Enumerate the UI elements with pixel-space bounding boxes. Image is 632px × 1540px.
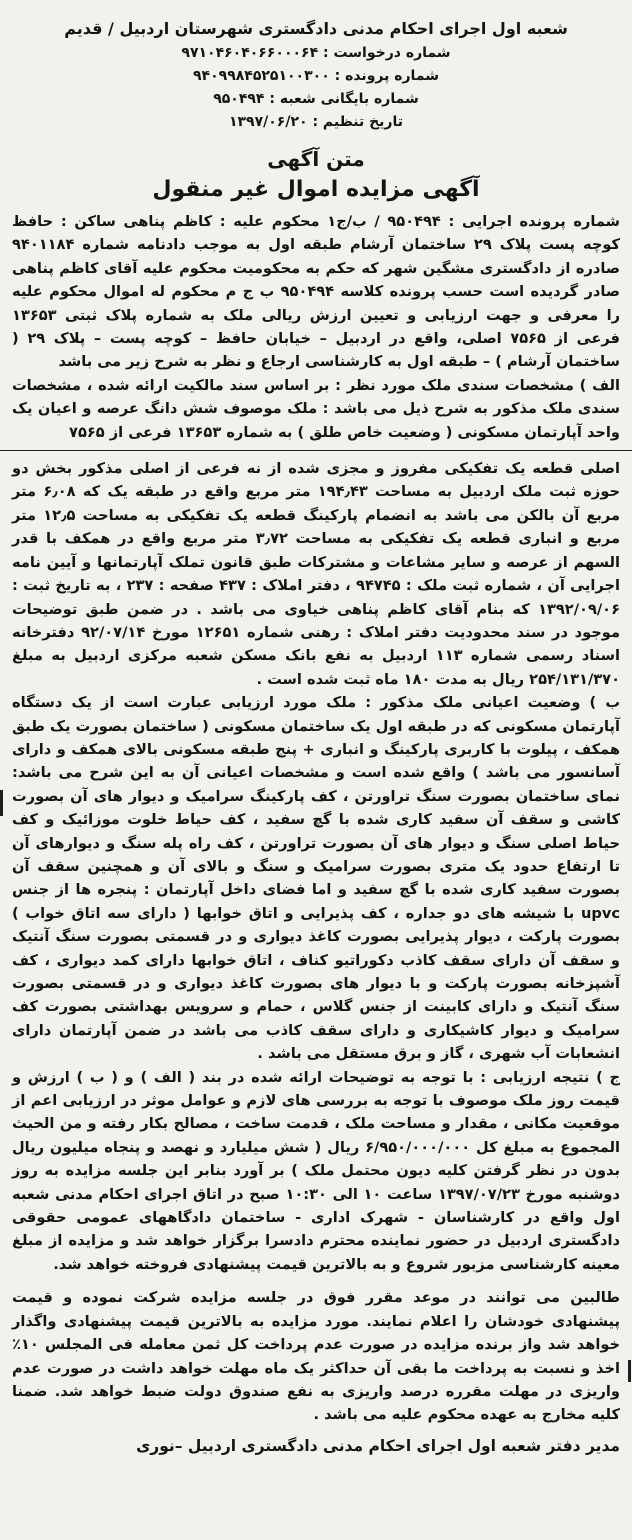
- paragraph-deed-details: اصلی قطعه یک تفکیکی مفروز و مجزی شده از نه فرعی از اصلی مذکور بخش دو حوزه ثبت ملک اردبیل به مساحت ۱۹۴٫۴۳ متر مربع واقع در طبقه یک که ۶٫۰۸ متر مربع آن بالکن می باشد به انضمام پارکینگ قطعه یک تفکیکی به مساحت ۱۲٫۵ متر مربع و انباری قطعه یک تفکیکی به مساحت ۳٫۷۲ متر مربع واقع در همکف با قدر السهم از عرصه و سایر مشاعات و مشترکات طبق قانون تملک آپارتمانها و آیین نامه اجرایی آن ، شماره ثبت ملک : ۹۴۷۴۵ ، دفتر املاک : ۴۳۷ صفحه : ۲۳۷ ، به تاریخ ثبت : ۱۳۹۲/۰۹/۰۶ که بنام آقای کاظم پناهی خیاوی می باشد . در ضمن طبق توضیحات موجود در سند محدودیت دفتر املاک : رهنی شماره ۱۲۶۵۱ مورخ ۹۲/۰۷/۱۴ دفترخانه اسناد رسمی شماره ۱۱۳ اردبیل به نفع بانک مسکن شعبه مرکزی اردبیل به مبلغ ۲۵۴/۱۳۱/۳۷۰ ریال به مدت ۱۸۰ ماه ثبت شده است .: [12, 460, 621, 688]
- date-label: تاریخ تنظیم :: [312, 114, 404, 130]
- paragraph-case-intro: شماره پرونده اجرایی : ۹۵۰۴۹۴ / ب/ج۱ محکوم علیه : کاظم پناهی ساکن : حافظ کوچه پست پلاک ۲۹ ساختمان آرشام طبقه اول به موجب دادنامه شماره ۹۴۰۱۱۸۴ صادره از دادگستری مشگین شهر که حکم به محکومیت محکوم علیه آقای کاظم پناهی صادر گردیده است حسب پرونده کلاسه ۹۵۰۴۹۴ ب ج م محکوم له اموال محکوم علیه را معرفی و جهت ارزیابی و تعیین ارزش ریالی ملک به شماره پلاک ثبتی ۱۳۶۵۳ فرعی از ۷۵۶۵ اصلی، واقع در اردبیل – خیابان حافظ – کوچه پست – پلاک ۲۹ ( ساختمان آرشام ) – طبقه اول به کارشناسی ارجاع و نظر به شرح زیر می باشد: [12, 213, 620, 371]
- paragraph-deed-specs: الف ) مشخصات سندی ملک مورد نظر : بر اساس سند مالکیت ارائه شده ، مشخصات سندی ملک مذکور به شرح ذیل می باشد : ملک موصوف شش دانگ عرصه و اعیان یک واحد آپارتمان مسکونی ( وضعیت خاص طلق ) به شماره ۱۳۶۵۳ فرعی از ۷۵۶۵: [12, 376, 620, 441]
- archive-number: ۹۵۰۴۹۴: [213, 91, 265, 107]
- left-margin-mark: [0, 790, 3, 816]
- right-margin-mark: [628, 1360, 631, 1382]
- case-number: ۹۴۰۹۹۸۴۵۲۵۱۰۰۳۰۰: [193, 68, 330, 84]
- case-meta: [12, 42, 620, 134]
- section-divider: [0, 450, 632, 451]
- archive-number-line: [12, 88, 620, 111]
- archive-number-label: شماره بایگانی شعبه :: [269, 91, 419, 107]
- paragraph-bidding-terms: طالبین می توانند در موعد مقرر فوق در جلسه مزایده شرکت نموده و قیمت پیشنهادی خودشان را اعلام نمایند. مورد مزایده به بالاترین قیمت پیشنهادی واگذار خواهد شد واز برنده مزایده در صورت عدم پرداخت کل ثمن معامله فی المجلس ۱۰٪ اخذ و نسبت به پرداخت ما بقی آن حداکثر یک ماه مهلت خواهد داشت در صورت عدم واریزی در مهلت مقرره درصد واریزی به نفع صندوق دولت ضبط خواهد شد. ضمنا کلیه مخارج به عهده محکوم علیه می باشد .: [12, 1289, 620, 1424]
- paragraph-valuation-result: ج ) نتیجه ارزیابی : با توجه به توضیحات ارائه شده در بند ( الف ) و ( ب ) ارزش و قیمت روز ملک موصوف با توجه به بررسی های لازم و عوامل موثر در ارزیابی اعم از موقعیت مکانی ، مقدار و مساحت ملک ، قدمت ساخت ، مصالح بکار رفته و من الحیث المجموع به مبلغ کل ۶/۹۵۰/۰۰۰/۰۰۰ ریال ( شش میلیارد و نهصد و پنجاه میلیون ریال بدون در نظر گرفتن کلیه دیون محتمل ملک ) بر آورد بنابر این جلسه مزایده به روز دوشنبه مورخ ۱۳۹۷/۰۷/۲۳ ساعت ۱۰ الی ۱۰:۳۰ صبح در اتاق اجرای احکام مدنی شعبه اول واقع در کارشناسان - شهرک اداری - ساختمان دادگاههای عمومی حقوقی دادگستری اردبیل در حضور نماینده محترم دادسرا برگزار خواهد شد و مزایده از مبلغ معینه کارشناسی مزبور شروع و به بالاترین قیمت پیشنهادی فروخته خواهد شد.: [12, 1068, 620, 1273]
- case-number-label: شماره پرونده :: [334, 68, 439, 84]
- header: [12, 16, 620, 134]
- signature-line: مدیر دفتر شعبه اول اجرای احکام مدنی دادگستری اردبیل –نوری: [136, 1436, 620, 1455]
- request-number: ۹۷۱۰۴۶۰۴۰۶۶۰۰۰۶۴: [181, 45, 319, 61]
- request-number-label: شماره درخواست :: [323, 45, 451, 61]
- notice-title: متن آگهی: [267, 147, 365, 171]
- request-number-line: [12, 42, 620, 65]
- date-line: [12, 111, 620, 134]
- court-name: شعبه اول اجرای احکام مدنی دادگستری شهرستان اردبیل / قدیم: [64, 19, 568, 38]
- notice-subtitle: آگهی مزایده اموال غیر منقول: [152, 177, 480, 202]
- case-number-line: [12, 65, 620, 88]
- paragraph-building-status: ب ) وضعیت اعیانی ملک مذکور : ملک مورد ارزیابی عبارت است از یک دستگاه آپارتمان مسکونی که در طبقه اول یک ساختمان مسکونی ( ساختمان بصورت یک طبق همکف ، پیلوت با کاربری پارکینگ و انباری + پنج طبقه مسکونی بالای همکف و دارای آسانسور می باشد ) واقع شده است و مشخصات اعیانی آن به این شرح می باشد: نمای ساختمان بصورت سنگ تراورتن ، کف پارکینگ سرامیک و دیوار های آن بصورت کاشی و سقف آن سفید کاری شده با گچ سفید ، کف حیاط خلوت موزائیک و کف حیاط اصلی سنگ و دیوار های آن بصورت تراورتن ، کف راه پله سنگ و دیوارهای آن تا ارتفاع حدود یک متری بصورت سرامیک و سنگ و بالای آن و همچنین سقف آن بصورت سفید کاری شده با گچ سفید و اما فضای داخل آپارتمان : پنجره ها از جنس upvc با شیشه های دو جداره ، کف پذیرایی و اتاق خوابها ( دارای سه اتاق خواب ) بصورت پارکت ، دیوار پذیرایی بصورت کاغذ دیواری و در قسمتی بصورت سنگ آنتیک و سقف آن دارای سقف کاذب دکوراتیو کناف ، اتاق خوابها دارای کمد دیواری ، کف آشپزخانه بصورت پارکت و با دیوار های بصورت کاغذ دیواری و در قسمتی بصورت سنگ آنتیک و دارای کابینت از جنس گلاس ، حمام و سرویس بهداشتی بصورت کف سرامیک و دیوار کاشیکاری و دارای سقف کاذب می باشد در ضمن آپارتمان دارای انشعابات آب شهری ، گاز و برق مستقل می باشد .: [12, 694, 620, 1063]
- spacer: [12, 1276, 620, 1286]
- date-value: ۱۳۹۷/۰۶/۲۰: [228, 114, 308, 130]
